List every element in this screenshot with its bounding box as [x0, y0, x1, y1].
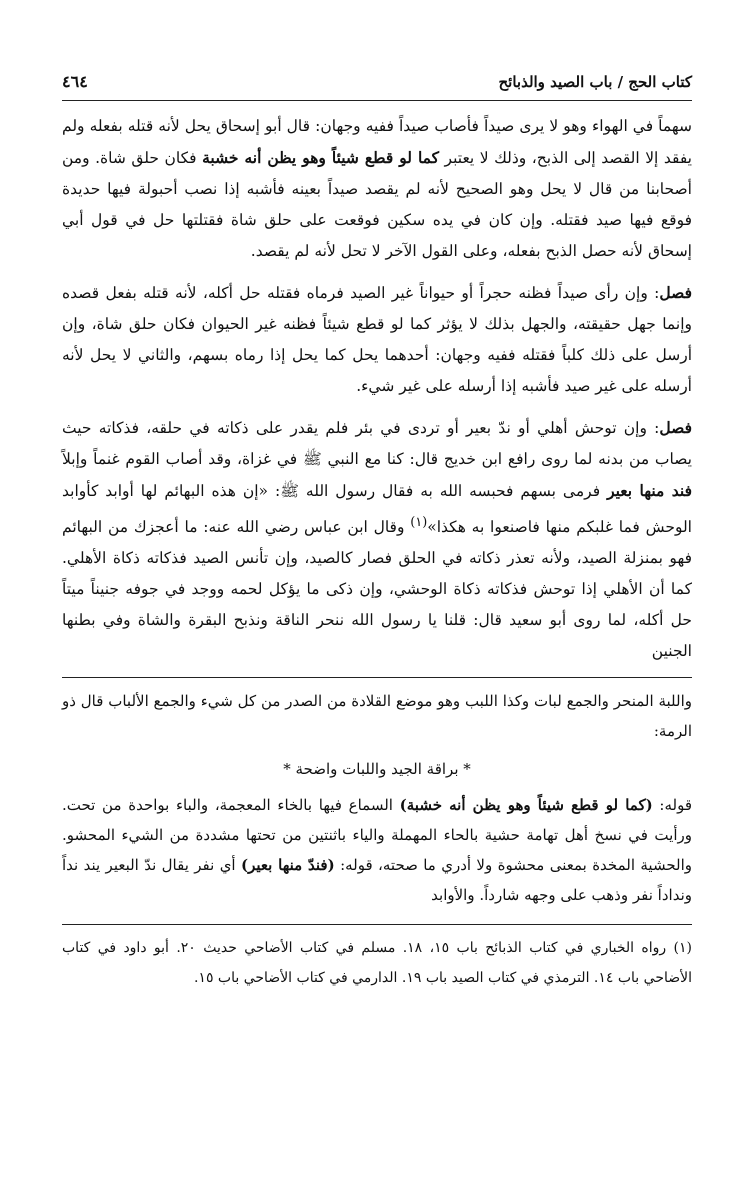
footnote-reference[interactable]: (١) — [410, 515, 428, 530]
text-run: سهماً في الهواء وهو لا يرى صيداً فأصاب صيداً ففيه وجهان: قال أبو إسحاق يحل لأنه قتله بفعله ولم يفقد إلا القصد إلى الذبح، وذلك لا يعتبر — [62, 117, 692, 167]
text-run: قوله: — [652, 796, 692, 815]
running-title: كتاب الحج / باب الصيد والذبائح — [498, 73, 692, 91]
section-lead: فصل — [659, 283, 692, 302]
paragraph-3 — [62, 412, 692, 667]
text-run: فرمى بسهم فحبسه الله به فقال رسول الله ﷺ: «إن هذه البهائم لها أوابد كأوابد الوحش فما غلبكم منها فاصنعوا به هكذا» — [62, 482, 692, 537]
bold-phrase: فند منها بعير — [607, 481, 692, 500]
footnote — [62, 933, 692, 993]
commentary-notes — [62, 686, 692, 910]
bold-phrase: كما لو قطع شيئاً وهو يظن أنه خشبة — [202, 148, 440, 167]
note-2 — [62, 790, 692, 910]
poetry-verse: * براقة الجيد واللبات واضحة * — [283, 760, 471, 779]
footnote-divider — [62, 924, 692, 925]
text-run: السماع فيها بالخاء المعجمة، والباء بواحدة من تحت. ورأيت في نسخ أهل تهامة حشية بالحاء المهملة والياء باثنتين من تحتها مشددة من الشيء المحشو. والحشية المخدة بمعنى محشوة ولا أدري ما صحته، قوله: — [62, 796, 693, 875]
text-run: وقال ابن عباس رضي الله عنه: ما أعجزك من البهائم فهو بمنزلة الصيد، ولأنه تعذر ذكاته في الحلق فصار كالصيد، وإن تأنس الصيد فذكاته ذكاة الأهلي. كما أن الأهلي إذا توحش فذكاته ذكاة الوحشي، وإن ذكى ما يؤكل لحمه ووجد في جوفه جنيناً ميتاً حل أكله، لما روى أبو سعيد قال: قلنا يا رسول الله ننحر الناقة ونذبح البقرة والشاة وفي بطنها الجنين — [62, 518, 692, 661]
text-run: : وإن رأى صيداً فظنه حجراً أو حيواناً غير الصيد فرماه فقتله حل أكله، لأنه قتله بفعل قصده وإنما جهل حقيقته، والجهل بذلك لا يؤثر كما لو قطع شيئاً فظنه غير الحيوان فكان حلق شاة، وإن أرسل على ذلك كلباً فقتله ففيه وجهان: أحدهما يحل كما يحل إذا رماه بسهم، والثاني لا يحل لأنه أرسله على غير صيد فأشبه إذا أرسله على غير شيء. — [62, 284, 692, 395]
paragraph-1 — [62, 111, 692, 267]
text-run: أي نفر يقال ندّ البعير يند نداً ونداداً نفر وذهب على وجهه شارداً. والأوابد — [62, 856, 692, 905]
paragraph-2 — [62, 277, 692, 402]
section-lead: فصل — [659, 418, 692, 437]
note-1: واللبة المنحر والجمع لبات وكذا اللبب وهو موضع القلادة من الصدر من كل شيء والجمع الألباب قال ذو الرمة: — [62, 692, 692, 741]
notes-divider — [62, 677, 692, 678]
bold-phrase: (فندّ منها بعير) — [240, 856, 335, 875]
footnote-text: (١) رواه الخباري في كتاب الذبائح باب ١٥، ١٨. مسلم في كتاب الأضاحي حديث ٢٠. أبو داود في كتاب الأضاحي باب ١٤. الترمذي في كتاب الصيد باب ١٩. الدارمي في كتاب الأضاحي باب ١٥. — [62, 940, 692, 987]
page-number: ٤٦٤ — [62, 72, 88, 91]
main-text — [62, 111, 692, 667]
text-run: فكان حلق شاة. ومن أصحابنا من قال لا يحل وهو الصحيح لأنه لم يقصد صيداً بعينه فأشبه إذا نصب أحبولة فيها حديدة فوقع فيها صيد فقتله. وإن كان في يده سكين فوقعت على حلق شاة فقتلتها حل في قول أبي إسحاق لأنه حصل الذبح بفعله، وعلى القول الآخر لا تحل لأنه لم يقصد. — [62, 149, 692, 260]
bold-phrase: (كما لو قطع شيئاً وهو يظن أنه خشبة) — [399, 796, 653, 815]
text-run: : وإن توحش أهلي أو ندّ بعير أو تردى في بئر فلم يقدر على ذكاته في حلقه، فذكاته حيث يصاب من بدنه لما روى رافع ابن خديج قال: كنا مع النبي ﷺ في غزاة، وقد أصاب القوم غنماً وإبلاً — [62, 419, 692, 468]
page-header — [62, 72, 692, 101]
book-page — [62, 72, 692, 993]
